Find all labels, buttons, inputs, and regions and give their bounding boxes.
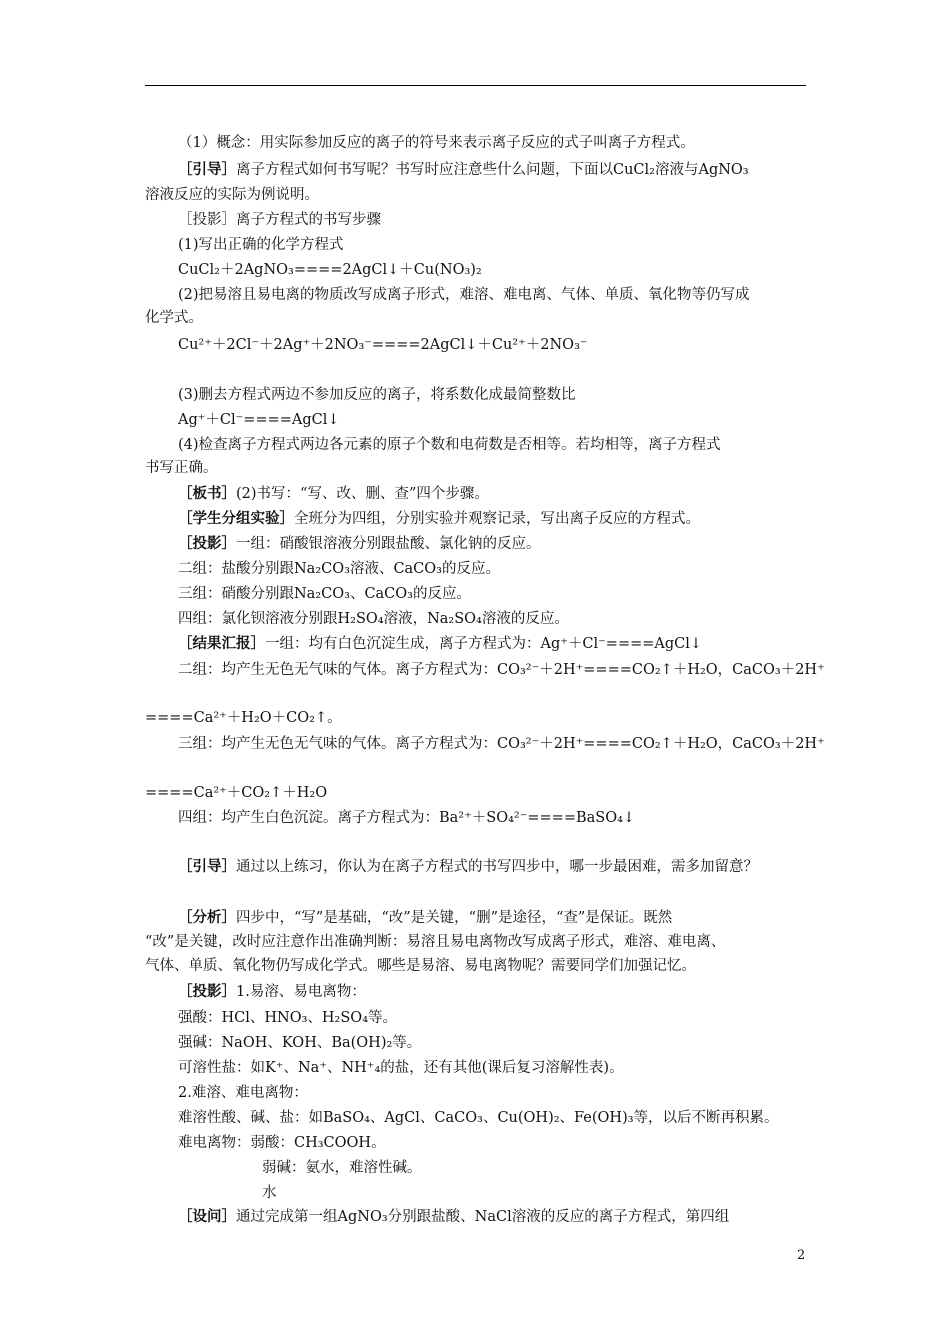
text-line: 四组：氯化钡溶液分别跟H₂SO₄溶液，Na₂SO₄溶液的反应。 <box>178 611 569 627</box>
text-line: ［板书］(2)书写：“写、改、删、查”四个步骤。 <box>178 485 489 502</box>
section-heading: ［板书］ <box>178 485 236 502</box>
text-line: 溶液反应的实际为例说明。 <box>145 187 319 203</box>
text-line: (2)把易溶且易电离的物质改写成离子形式，难溶、难电离、气体、单质、氧化物等仍写成 <box>178 287 750 303</box>
text-line: ［分析］四步中，“写”是基础，“改”是关键，“删”是途径，“查”是保证。既然 <box>178 909 673 926</box>
text-line: Ag⁺＋Cl⁻====AgCl↓ <box>178 412 340 428</box>
text-line: 难溶性酸、碱、盐：如BaSO₄、AgCl、CaCO₃、Cu(OH)₂、Fe(OH)₃等，以后不断再积累。 <box>178 1110 779 1126</box>
text-line: ====Ca²⁺＋H₂O＋CO₂↑。 <box>145 710 342 726</box>
text-line: “改”是关键，改时应注意作出准确判断：易溶且易电离物改写成离子形式，难溶、难电离、 <box>145 934 726 950</box>
section-heading: ［引导］ <box>178 858 236 875</box>
text-line: 强碱：NaOH、KOH、Ba(OH)₂等。 <box>178 1035 422 1051</box>
header-rule <box>145 85 806 86</box>
section-heading: ［分析］ <box>178 909 236 926</box>
text-line: ［投影］离子方程式的书写步骤 <box>178 212 381 228</box>
text-line: 二组：均产生无色无气味的气体。离子方程式为：CO₃²⁻＋2H⁺====CO₂↑＋H₂O，CaCO₃＋2H⁺ <box>178 662 825 678</box>
text-line: ［结果汇报］一组：均有白色沉淀生成，离子方程式为：Ag⁺＋Cl⁻====AgCl↓ <box>178 635 703 652</box>
text-line: 三组：硝酸分别跟Na₂CO₃、CaCO₃的反应。 <box>178 586 471 602</box>
section-heading: ［投影］ <box>178 983 236 1000</box>
section-heading: ［投影］ <box>178 535 236 552</box>
text-line: 四组：均产生白色沉淀。离子方程式为：Ba²⁺＋SO₄²⁻====BaSO₄↓ <box>178 810 636 826</box>
text-line: ［引导］离子方程式如何书写呢？书写时应注意些什么问题，下面以CuCl₂溶液与AgNO₃ <box>178 161 749 178</box>
text-line: 化学式。 <box>145 310 203 326</box>
text-line: ［投影］1.易溶、易电离物： <box>178 983 366 1000</box>
text-line: ［学生分组实验］全班分为四组，分别实验并观察记录，写出离子反应的方程式。 <box>178 510 700 527</box>
text-line: 二组：盐酸分别跟Na₂CO₃溶液、CaCO₃的反应。 <box>178 561 500 577</box>
text-line: 可溶性盐：如K⁺、Na⁺、NH⁺₄的盐，还有其他(课后复习溶解性表)。 <box>178 1060 624 1076</box>
section-heading: ［设问］ <box>178 1208 236 1225</box>
text-line: ［引导］通过以上练习，你认为在离子方程式的书写四步中，哪一步最困难，需多加留意？ <box>178 858 758 875</box>
text-line: CuCl₂＋2AgNO₃====2AgCl↓＋Cu(NO₃)₂ <box>178 262 482 278</box>
text-line: ====Ca²⁺＋CO₂↑＋H₂O <box>145 785 328 801</box>
text-line: 气体、单质、氧化物仍写成化学式。哪些是易溶、易电离物呢？需要同学们加强记忆。 <box>145 958 696 974</box>
text-line: ［投影］一组：硝酸银溶液分别跟盐酸、氯化钠的反应。 <box>178 535 541 552</box>
text-line: 强酸：HCl、HNO₃、H₂SO₄等。 <box>178 1010 398 1026</box>
text-line: ［设问］通过完成第一组AgNO₃分别跟盐酸、NaCl溶液的反应的离子方程式，第四组 <box>178 1208 730 1225</box>
section-heading: ［引导］ <box>178 161 236 178</box>
section-heading: ［学生分组实验］ <box>178 510 294 527</box>
text-line: (3)删去方程式两边不参加反应的离子，将系数化成最简整数比 <box>178 387 576 403</box>
text-line: 弱碱：氨水，难溶性碱。 <box>262 1160 422 1176</box>
section-heading: ［结果汇报］ <box>178 635 265 652</box>
text-line: 2.难溶、难电离物： <box>178 1085 308 1101</box>
text-line: (4)检查离子方程式两边各元素的原子个数和电荷数是否相等。若均相等，离子方程式 <box>178 437 721 453</box>
text-line: 三组：均产生无色无气味的气体。离子方程式为：CO₃²⁻＋2H⁺====CO₂↑＋H₂O，CaCO₃＋2H⁺ <box>178 736 825 752</box>
text-line: 难电离物：弱酸：CH₃COOH。 <box>178 1135 386 1151</box>
text-line: （1）概念：用实际参加反应的离子的符号来表示离子反应的式子叫离子方程式。 <box>178 135 695 151</box>
text-line: Cu²⁺＋2Cl⁻＋2Ag⁺＋2NO₃⁻====2AgCl↓＋Cu²⁺＋2NO₃⁻ <box>178 337 588 353</box>
text-line: 水 <box>262 1185 277 1201</box>
text-line: 书写正确。 <box>145 460 218 476</box>
text-line: (1)写出正确的化学方程式 <box>178 237 344 253</box>
page-number: 2 <box>797 1248 806 1263</box>
